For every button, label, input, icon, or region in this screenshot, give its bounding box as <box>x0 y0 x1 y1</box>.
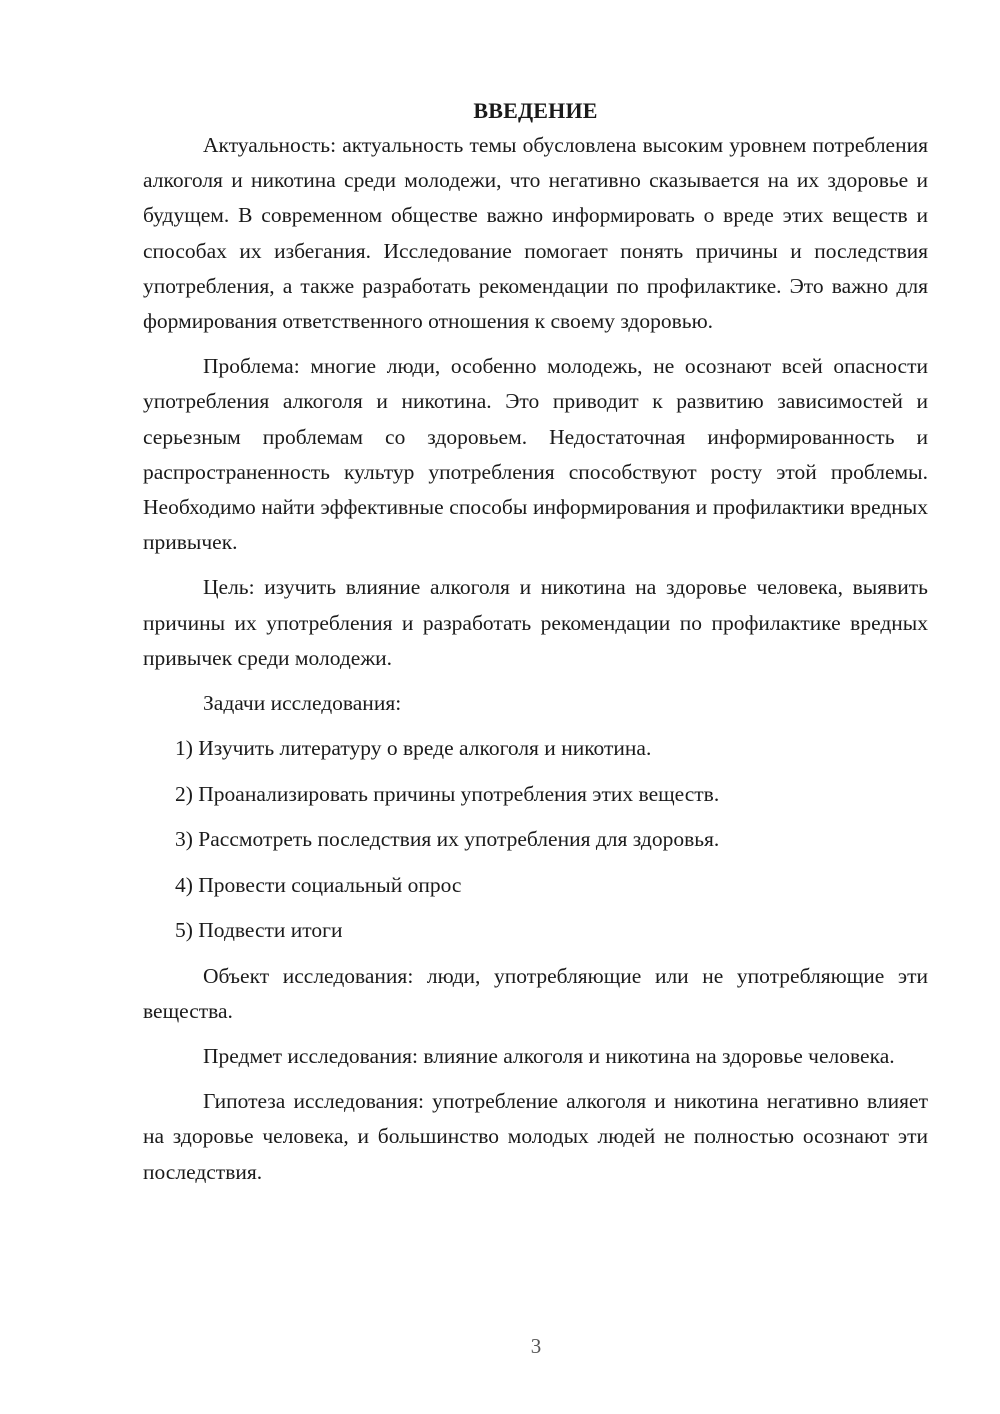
paragraph-problem: Проблема: многие люди, особенно молодежь, не осознают всей опасности употребления алкоголя и никотина. Это приводит к развитию зависимостей и серьезным проблемам со здоровьем. Недостаточная информированность и распространенность культур употребления способствуют росту этой проблемы. Необходимо найти эффективные способы информирования и профилактики вредных привычек. <box>143 354 928 555</box>
list-item: 2) Проанализировать причины употребления этих веществ. <box>175 781 720 806</box>
page-number <box>36 1332 1000 1360</box>
paragraph-hypothesis: Гипотеза исследования: употребление алкоголя и никотина негативно влияет на здоровье человека, и большинство молодых людей не полностью осознают эти последствия. <box>143 1089 928 1184</box>
list-item: 4) Провести социальный опрос <box>175 872 462 897</box>
paragraph-goal: Цель: изучить влияние алкоголя и никотина на здоровье человека, выявить причины их употребления и разработать рекомендации по профилактике вредных привычек среди молодежи. <box>143 575 928 670</box>
paragraph-subject: Предмет исследования: влияние алкоголя и никотина на здоровье человека. <box>203 1043 895 1068</box>
tasks-title: Задачи исследования: <box>203 691 402 716</box>
paragraph-relevance: Актуальность: актуальность темы обусловлена высоким уровнем потребления алкоголя и никотина среди молодежи, что негативно сказывается на их здоровье и будущем. В современном обществе важно информировать о вреде этих веществ и способах их избегания. Исследование помогает понять причины и последствия употребления, а также разработать рекомендации по профилактике. Это важно для формирования ответственного отношения к своему здоровью. <box>143 133 928 334</box>
list-item: 5) Подвести итоги <box>175 918 343 943</box>
task-list <box>143 731 928 948</box>
list-item: 1) Изучить литературу о вреде алкоголя и никотина. <box>175 736 652 761</box>
paragraph-object: Объект исследования: люди, употребляющие или не употребляющие эти вещества. <box>143 963 928 1023</box>
document-page <box>143 96 928 1190</box>
page-number-text: 3 <box>530 1334 542 1358</box>
list-item: 3) Рассмотреть последствия их употребления для здоровья. <box>175 827 720 852</box>
page-title: ВВЕДЕНИЕ <box>473 98 598 123</box>
